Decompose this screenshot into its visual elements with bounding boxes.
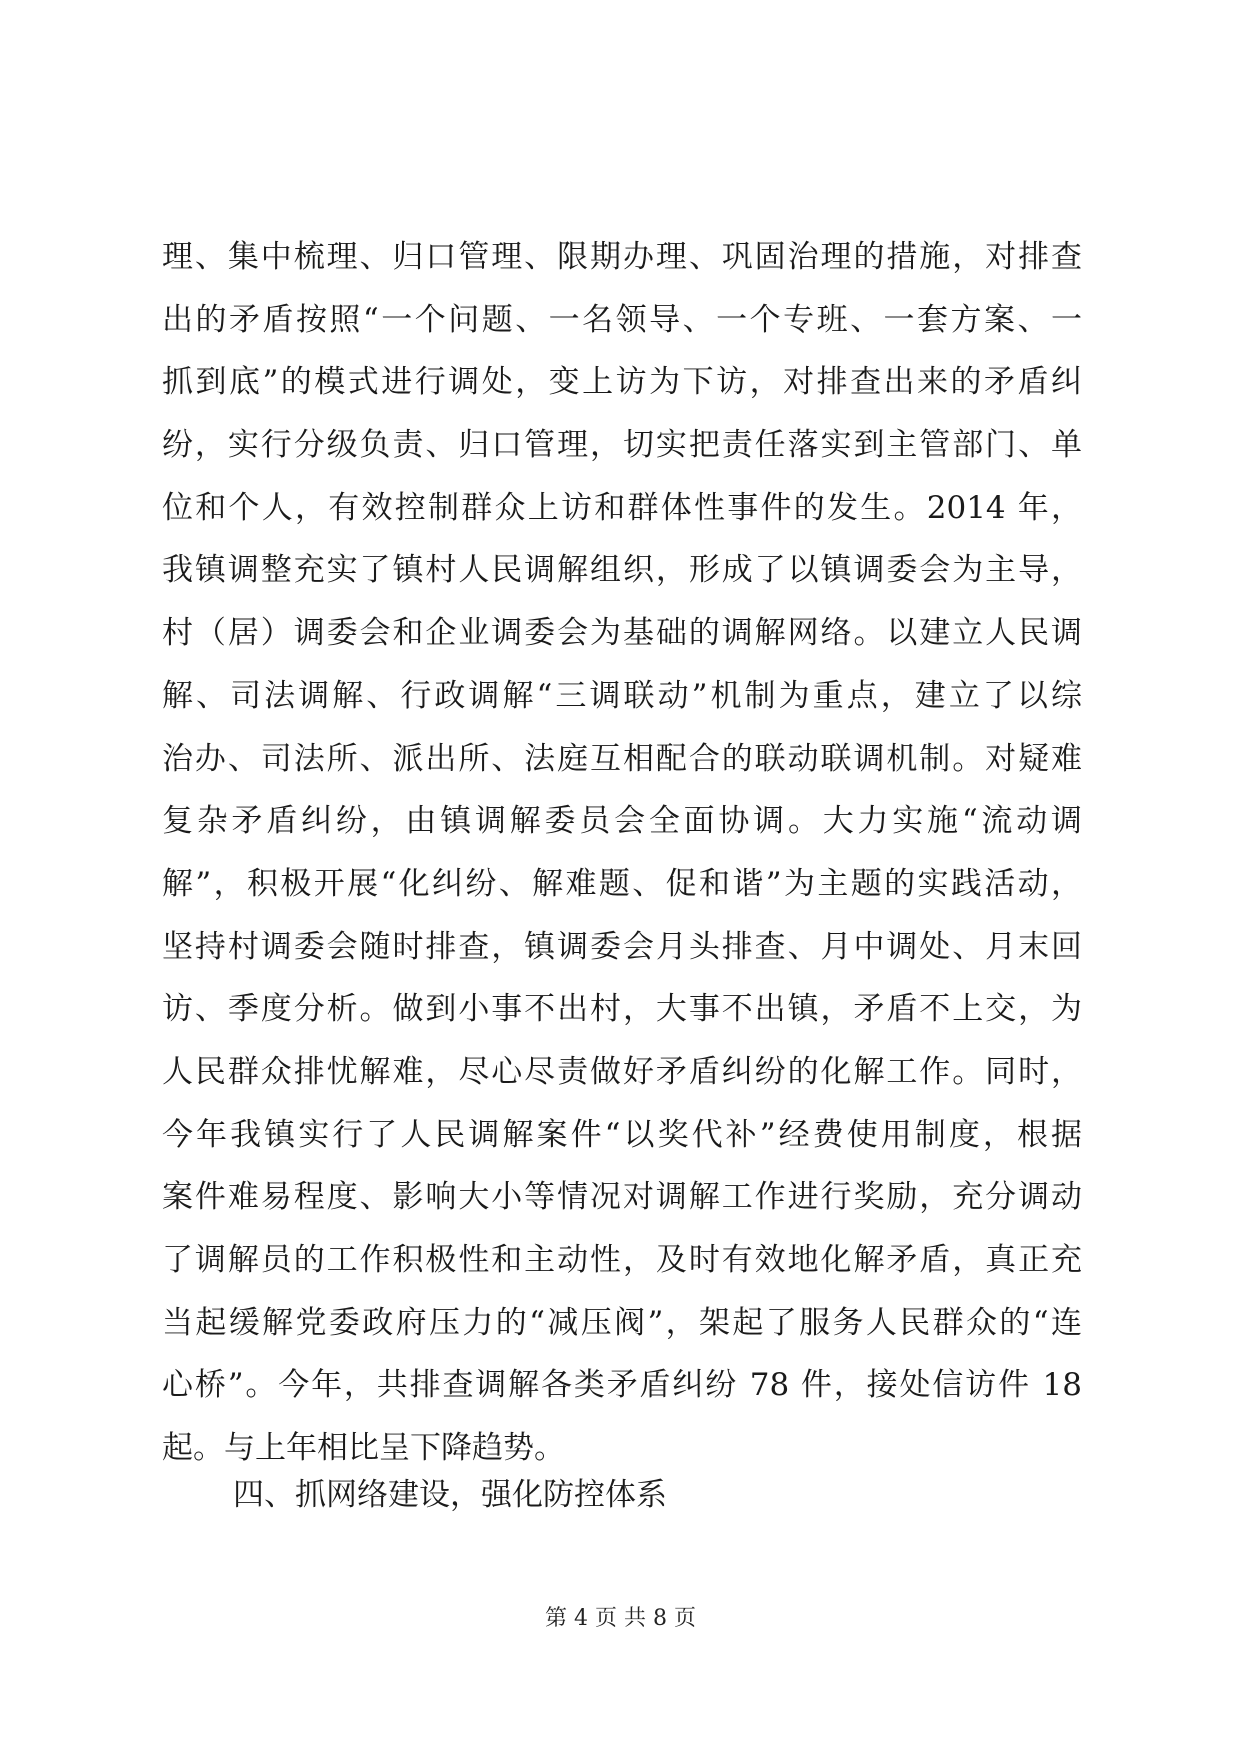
text-line: 村（居）调委会和企业调委会为基础的调解网络。以建立人民调 — [162, 615, 1082, 652]
text-line: 位和个人，有效控制群众上访和群体性事件的发生。2014 年， — [162, 489, 1082, 526]
text-line: 访、季度分析。做到小事不出村，大事不出镇，矛盾不上交，为 — [162, 991, 1082, 1028]
page-footer: 第 4 页 共 8 页 — [545, 1606, 696, 1631]
text-line: 解”，积极开展“化纠纷、解难题、促和谐”为主题的实践活动， — [162, 865, 1082, 902]
text-line: 坚持村调委会随时排查，镇调委会月头排查、月中调处、月末回 — [162, 928, 1082, 965]
text-line: 人民群众排忧解难，尽心尽责做好矛盾纠纷的化解工作。同时， — [162, 1053, 1082, 1090]
text-line: 案件难易程度、影响大小等情况对调解工作进行奖励，充分调动 — [162, 1179, 1082, 1216]
text-line: 理、集中梳理、归口管理、限期办理、巩固治理的措施，对排查 — [162, 239, 1082, 275]
text-line: 复杂矛盾纠纷，由镇调解委员会全面协调。大力实施“流动调 — [162, 803, 1082, 840]
text-line: 心桥”。今年，共排查调解各类矛盾纠纷 78 件，接处信访件 18 — [162, 1367, 1082, 1404]
text-line: 纷，实行分级负责、归口管理，切实把责任落实到主管部门、单 — [162, 427, 1082, 464]
section-heading: 四、抓网络建设，强化防控体系 — [233, 1477, 667, 1513]
text-line-last: 起。与上年相比呈下降趋势。 — [162, 1430, 565, 1467]
text-line: 抓到底”的模式进行调处，变上访为下访，对排查出来的矛盾纠 — [162, 364, 1082, 401]
text-line: 了调解员的工作积极性和主动性，及时有效地化解矛盾，真正充 — [162, 1242, 1082, 1278]
text-line: 今年我镇实行了人民调解案件“以奖代补”经费使用制度，根据 — [162, 1116, 1082, 1153]
text-line: 出的矛盾按照“一个问题、一名领导、一个专班、一套方案、一 — [162, 301, 1082, 338]
body-paragraph — [162, 226, 1082, 1480]
text-line: 当起缓解党委政府压力的“减压阀”，架起了服务人民群众的“连 — [162, 1304, 1082, 1341]
text-line: 治办、司法所、派出所、法庭互相配合的联动联调机制。对疑难 — [162, 740, 1082, 777]
text-line: 我镇调整充实了镇村人民调解组织，形成了以镇调委会为主导， — [162, 552, 1082, 589]
text-line: 解、司法调解、行政调解“三调联动”机制为重点，建立了以综 — [162, 677, 1082, 714]
